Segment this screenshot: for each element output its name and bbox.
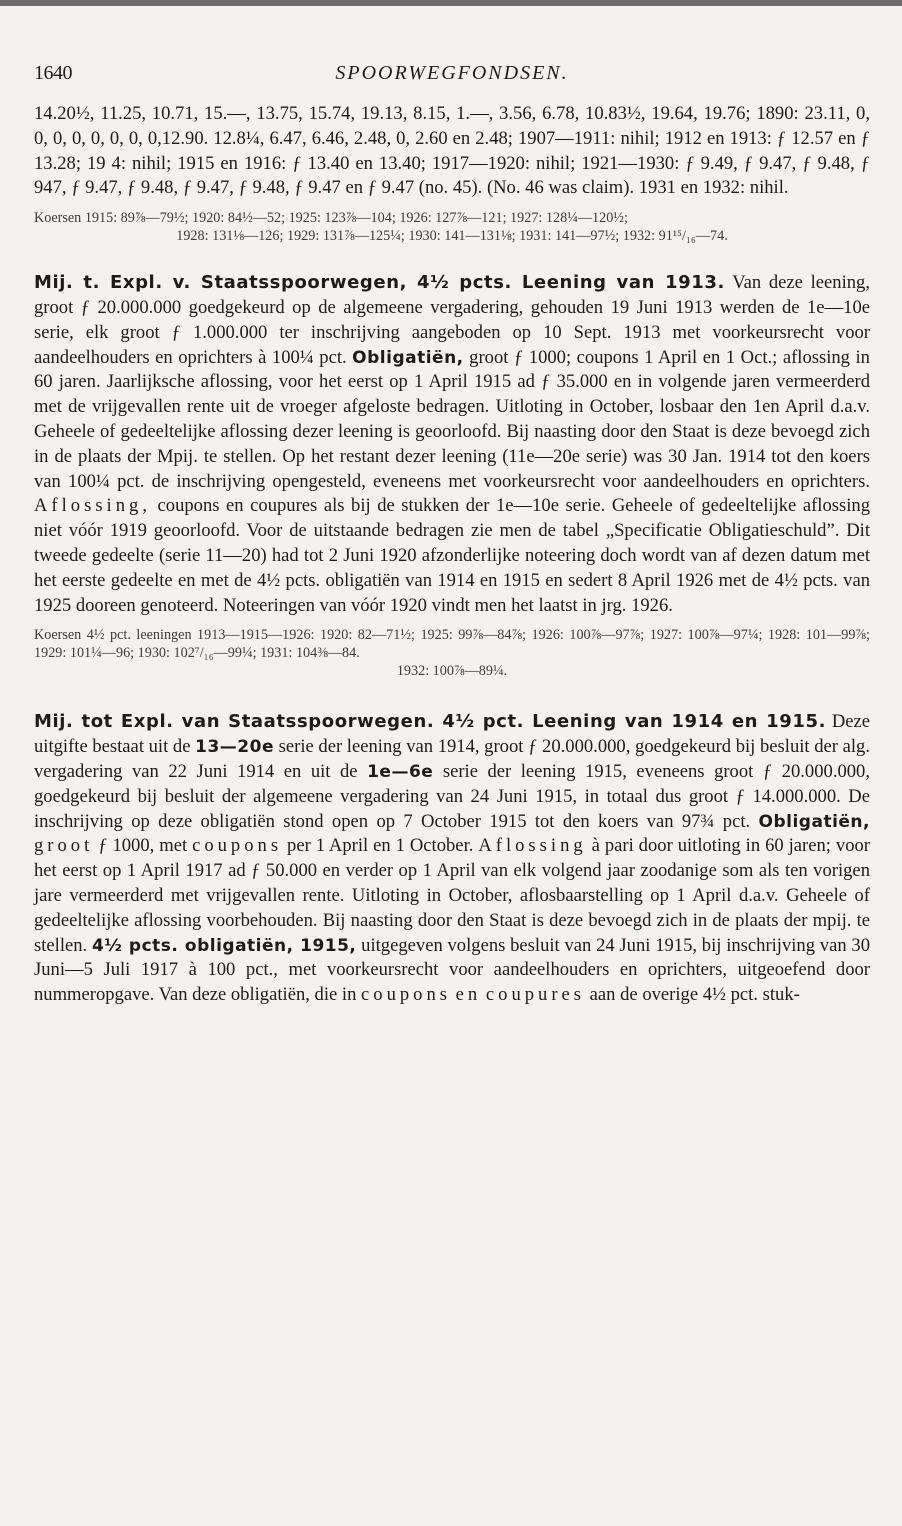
intro-koersen-main: Koersen 1915: 89⅞—79½; 1920: 84½—52; 1925: 123⅞—104; 1926: 127⅞—121; 1927: 128¼—120½; <box>34 210 628 227</box>
intro-paragraph: 14.20½, 11.25, 10.71, 15.—, 13.75, 15.74, 19.13, 8.15, 1.—, 3.56, 6.78, 10.83½, 19.64, 19.76; 1890: 23.11, 0, 0, 0, 0, 0, 0, 0, 0,12.90. 12.8¼, 6.47, 6.46, 2.48, 0, 2.60 en 2.48; 1907—1911: nihil; 1912 en 1913: ƒ 12.57 en ƒ 13.28; 19 4: nihil; 1915 en 1916: ƒ 13.40 en 13.40; 1917—1920: nihil; 1921—1930: ƒ 9.49, ƒ 9.47, ƒ 9.48, ƒ 947, ƒ 9.47, ƒ 9.48, ƒ 9.47, ƒ 9.48, ƒ 9.47 en ƒ 9.47 (no. 45). (No. 46 was claim). 1931 en 1932: nihil. <box>34 103 870 199</box>
section2-paragraph <box>34 710 870 1008</box>
section1-body-b: groot ƒ 1000; coupons 1 April en 1 Oct.; aflossing in 60 jaren. Jaarlijksche aflossing, voor het eerst op 1 April 1915 ad ƒ 35.000 en in volgende jaren vermeerderd met de vrijgevallen rente uit de vroeger afgeloste bedragen. Uitloting in October, losbaar den 1en April d.a.v. Geheele of gedeeltelijke aflossing dezer leening is geoorloofd. Bij naasting door den Staat is deze bevoegd zich in de plaats der Mpij. te stellen. Op het restant dezer leening (11e—20e serie) was 30 Jan. 1914 tot den koers van 100¼ pct. de inschrijving opengesteld, eveneens met voorkeursrecht voor aandeelhouders en oprichters. <box>34 346 870 492</box>
section1-heading: Mij. t. Expl. v. Staatsspoorwegen, 4½ pcts. Leening van 1913. <box>34 272 725 294</box>
section2-aflossing-spaced: Aflossing <box>478 835 587 857</box>
section2-serie-a: 13—20e <box>195 737 274 758</box>
section2-body-i: aan de overige 4½ pct. stuk- <box>589 984 800 1006</box>
section-leening-1914-1915 <box>34 710 870 1008</box>
intro-koersen-last: 1928: 131⅛—126; 1929: 131⅞—125¼; 1930: 141—131⅛; 1931: 141—97½; 1932: 91¹⁵/₁₆—74. <box>176 228 728 245</box>
scan-edge <box>0 0 902 6</box>
section1-paragraph <box>34 271 870 618</box>
section2-body-a: Deze uitgifte bestaat uit de <box>34 711 870 758</box>
section2-body-d: ƒ 1000, met <box>98 835 188 857</box>
section2-serie-b: 1e—6e <box>367 761 434 782</box>
section2-obligatien-label: Obligatiën, <box>758 811 870 832</box>
section2-body-c: serie der leening 1915, eveneens groot ƒ 20.000.000, goedgekeurd bij besluit der algemeene vergadering van 24 Juni 1915, in totaal dus groot ƒ 14.000.000. De inschrijving op deze obligatiën stond open op 7 October 1915 tot den koers van 97¾ pct. <box>34 760 871 832</box>
section2-heading: Mij. tot Expl. van Staatsspoorwegen. 4½ pct. Leening van 1914 en 1915. <box>34 711 827 733</box>
document-page <box>34 62 870 1008</box>
section2-obligatien-1915-label: 4½ pcts. obligatiën, 1915, <box>91 935 357 956</box>
page-header <box>34 62 870 102</box>
section1-koersen-main: Koersen 4½ pct. leeningen 1913—1915—1926: 1920: 82—71½; 1925: 99⅞—84⅞; 1926: 100⅞—97⅞; 1927: 100⅞—97¼; 1928: 101—99⅞; 1929: 101¼—96; 1930: 102⁷/₁₆—99¼; 1931: 104⅜—84. <box>34 627 870 662</box>
running-title: SPOORWEGFONDSEN. <box>335 62 569 84</box>
section2-groot-spaced: groot <box>34 835 94 857</box>
intro-koersen <box>34 209 870 245</box>
section2-body-f: à pari door uitloting in 60 jaren; voor het eerst op 1 April 1917 ad ƒ 50.000 en verder op 1 April van elk volgend jaar zoodanige som als ten vorigen jare vermeerderd met vrijgevallen rente. Uitloting in October, aflosbaarstelling op 1 April d.a.v. Geheele of gedeeltelijke aflossing voorbehouden. Bij naasting door den Staat is deze bevoegd zich in de plaats der mpij. te stellen. <box>34 835 870 956</box>
page-number: 1640 <box>34 62 72 84</box>
section2-coupons2-spaced: coupons <box>361 984 452 1006</box>
section1-obligatien-label: Obligatiën, <box>352 347 464 368</box>
section2-coupons-spaced: coupons <box>192 835 283 857</box>
section-leening-1913 <box>34 271 870 680</box>
section1-koersen-last: 1932: 100⅞—89¼. <box>396 663 508 680</box>
section2-en-spaced: en <box>455 984 482 1006</box>
section2-body-g: uitgegeven volgens besluit van 24 Juni 1915, bij inschrijving van 30 Juni—5 Juli 1917 à 100 pct., met voorkeursrecht voor aandeelhouders en oprichters, uitgeoefend door nummeropgave. Van deze obligatiën, die in <box>34 934 870 1006</box>
section1-koersen <box>34 626 870 680</box>
section2-coupures-spaced: coupures <box>485 984 586 1006</box>
section1-aflossing-label: Aflossing, <box>34 495 151 517</box>
section2-body-e: per 1 April en 1 October. <box>287 835 474 857</box>
section2-body-b: serie der leening van 1914, groot ƒ 20.000.000, goedgekeurd bij besluit der alg. vergadering van 22 Juni 1914 en uit de <box>34 736 870 782</box>
section1-body-c: coupons en coupures als bij de stukken der 1e—10e serie. Geheele of gedeeltelijke aflossing niet vóór 1919 geoorloofd. Voor de uitstaande bedragen zie men de tabel „Specificatie Obligatieschuld”. Dit tweede gedeelte (serie 11—20) had tot 2 Juni 1920 afzonderlijke noteering doch wordt van af dezen datum met het eerste gedeelte en met de 4½ pcts. obligatiën van 1914 en 1915 en sedert 8 April 1926 met de 4½ pcts. van 1925 dooreen genoteerd. Noteeringen van vóór 1920 vindt men het laatst in jrg. 1926. <box>34 495 870 616</box>
section1-body-a: Van deze leening, groot ƒ 20.000.000 goedgekeurd op de algemeene vergadering, gehouden 19 Juni 1913 werden de 1e—10e serie, elk groot ƒ 1.000.000 ter inschrijving aangeboden op 10 Sept. 1913 met voorkeursrecht voor aandeelhouders en oprichters à 100¼ pct. <box>34 272 870 368</box>
